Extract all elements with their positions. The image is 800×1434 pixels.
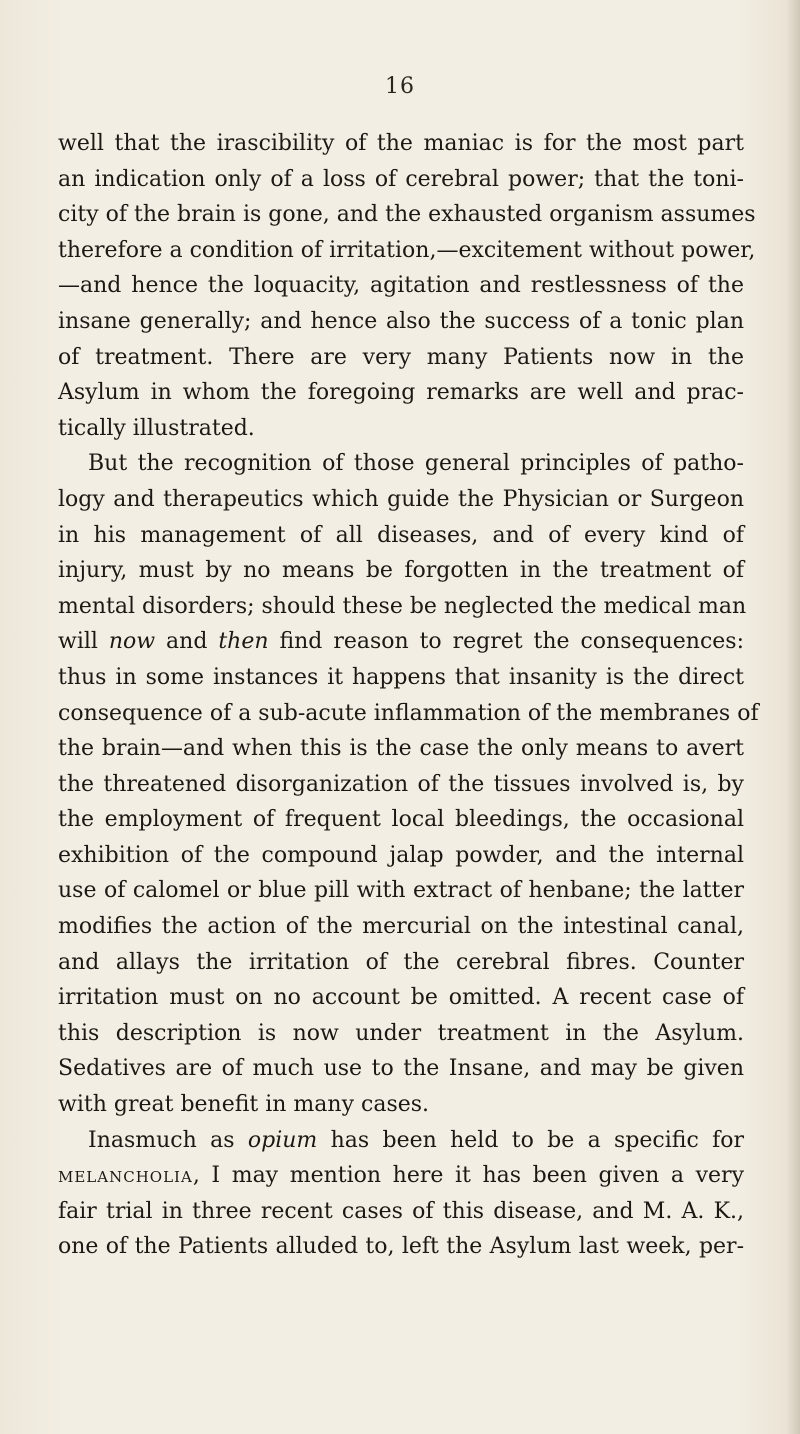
text-line: the employment of frequent local bleedings, the occasional <box>58 807 744 833</box>
text-line: consequence of a sub-acute inflammation of the membranes of <box>58 700 759 726</box>
text-line: tically illustrated. <box>58 415 255 441</box>
text-line <box>58 1158 744 1194</box>
text-run: has been held to be a specific for <box>317 1127 745 1153</box>
text-line: and allays the irritation of the cerebral fibres. Counter <box>58 949 744 975</box>
text-line: mental disorders; should these be neglected the medical man <box>58 593 747 619</box>
text-line: But the recognition of those general principles of patho- <box>88 451 744 477</box>
text-line: the threatened disorganization of the tissues involved is, by <box>58 771 744 797</box>
text-run: will <box>58 629 109 655</box>
text-line: Sedatives are of much use to the Insane, and may be given <box>58 1056 744 1082</box>
text-line: with great benefit in many cases. <box>58 1092 430 1118</box>
text-line: exhibition of the compound jalap powder, and the internal <box>58 842 744 868</box>
text-run: Inasmuch as <box>88 1127 248 1153</box>
text-line <box>58 1123 744 1159</box>
text-line: therefore a condition of irritation,—excitement without power, <box>58 237 756 263</box>
text-line: Asylum in whom the foregoing remarks are well and prac- <box>58 380 744 406</box>
text-line: thus in some instances it happens that insanity is the direct <box>58 664 744 690</box>
italic-word: then <box>218 629 269 655</box>
text-line: of treatment. There are very many Patients now in the <box>58 344 744 370</box>
text-line: insane generally; and hence also the success of a tonic plan <box>58 308 744 334</box>
text-line: use of calomel or blue pill with extract of henbane; the latter <box>58 878 744 904</box>
text-line: well that the irascibility of the maniac is for the most part <box>58 131 744 156</box>
text-line: —and hence the loquacity, agitation and restlessness of the <box>58 273 744 299</box>
text-line: injury, must by no means be forgotten in the treatment of <box>58 558 744 584</box>
text-line <box>58 624 744 660</box>
text-line: the brain—and when this is the case the only means to avert <box>58 736 744 762</box>
smallcaps-word: melancholia <box>58 1163 193 1189</box>
text-line: modifies the action of the mercurial on the intestinal canal, <box>58 914 744 940</box>
text-line: this description is now under treatment in the Asylum. <box>58 1020 744 1046</box>
text-run: , I may mention here it has been given a very <box>192 1163 744 1189</box>
body-text <box>58 126 759 1265</box>
text-line: an indication only of a loss of cerebral power; that the toni- <box>58 166 744 192</box>
italic-word: opium <box>247 1127 318 1153</box>
italic-word: now <box>108 629 156 655</box>
text-line: irritation must on no account be omitted. A recent case of <box>58 985 744 1011</box>
text-line: in his management of all diseases, and of every kind of <box>58 522 744 548</box>
page-edge-shadow <box>786 0 800 1434</box>
text-run: and <box>155 629 219 655</box>
text-line: city of the brain is gone, and the exhausted organism assumes <box>58 202 756 228</box>
text-run: find reason to regret the consequences: <box>268 629 745 655</box>
page-number: 16 <box>385 74 415 99</box>
text-line: fair trial in three recent cases of this disease, and M. A. K., <box>58 1198 744 1224</box>
text-line: one of the Patients alluded to, left the Asylum last week, per- <box>58 1234 744 1260</box>
text-line: logy and therapeutics which guide the Physician or Surgeon <box>58 486 744 512</box>
